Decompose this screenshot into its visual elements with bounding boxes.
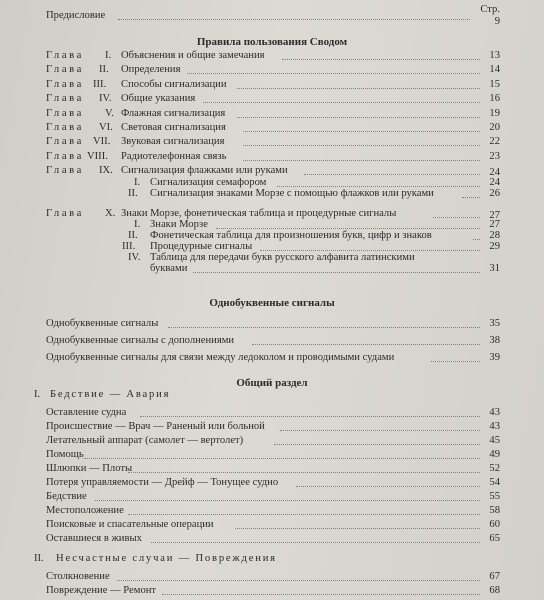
section-heading-one-letter: Однобуквенные сигналы bbox=[209, 297, 335, 309]
subsection-10-3-page: 29 bbox=[489, 241, 500, 252]
subsection-9-1-title: Сигнализация семафором bbox=[150, 176, 267, 188]
general-entry-1-5-page: 52 bbox=[489, 463, 500, 474]
chapter-number: VI. bbox=[99, 122, 113, 133]
subsection-number: I. bbox=[134, 176, 141, 188]
chapter-number: I. bbox=[105, 50, 112, 61]
general-entry-1-9-title: Поисковые и спасательные операции bbox=[46, 519, 214, 530]
chapter-7-page: 22 bbox=[489, 136, 500, 148]
leader-dots bbox=[243, 136, 480, 146]
leader-dots bbox=[473, 230, 480, 240]
chapter-4-title: Общие указания bbox=[121, 93, 196, 105]
subsection-10-3-title: Процедурные сигналы bbox=[150, 241, 253, 252]
leader-dots bbox=[277, 177, 480, 187]
subsection-10-1-title: Знаки Морзе bbox=[150, 219, 208, 230]
leader-dots bbox=[304, 165, 480, 175]
preface-page: 9 bbox=[494, 16, 500, 27]
chapter-number: VIII. bbox=[87, 150, 108, 162]
general-entry-1-1-page: 43 bbox=[489, 407, 500, 418]
leader-dots bbox=[296, 477, 480, 487]
chapter-10-page: 27 bbox=[489, 209, 500, 221]
preface-label: Предисловие bbox=[46, 10, 106, 21]
general-entry-2-2-title: Повреждение — Ремонт bbox=[46, 585, 157, 596]
general-entry-1-2-title: Происшествие — Врач — Раненый или больной bbox=[46, 421, 265, 432]
one-letter-entry-2-title: Однобуквенные сигналы с дополнениями bbox=[46, 335, 235, 346]
chapter-2-title: Определения bbox=[121, 64, 181, 76]
chapter-word: Глава bbox=[46, 207, 84, 219]
subsection-9-2-title: Сигнализация знаками Морзе с помощью флажков или руками bbox=[150, 187, 434, 199]
leader-dots bbox=[216, 219, 480, 229]
general-entry-2-2-page: 68 bbox=[489, 585, 500, 596]
one-letter-entry-1-page: 35 bbox=[489, 318, 500, 329]
leader-dots bbox=[235, 519, 480, 529]
general-entry-1-5-title: Шлюпки — Плоты bbox=[46, 463, 133, 474]
leader-dots bbox=[282, 50, 480, 60]
leader-dots bbox=[95, 491, 480, 501]
chapter-word: Глава bbox=[46, 136, 84, 148]
general-entry-1-8-title: Местоположение bbox=[46, 505, 124, 516]
chapter-number: IX. bbox=[99, 165, 113, 177]
chapter-word: Глава bbox=[46, 150, 84, 162]
subsection-9-2-page: 26 bbox=[489, 187, 500, 199]
leader-dots bbox=[462, 188, 480, 198]
general-entry-1-6-title: Потеря управляемости — Дрейф — Тонущее судно bbox=[46, 477, 279, 488]
chapter-number: X. bbox=[105, 207, 116, 219]
subsection-number: II. bbox=[128, 230, 138, 241]
chapter-word: Глава bbox=[46, 78, 84, 90]
chapter-1-title: Объяснения и общие замечания bbox=[121, 50, 265, 61]
one-letter-entry-3-page: 39 bbox=[489, 352, 500, 363]
section-heading-rules: Правила пользования Сводом bbox=[196, 36, 348, 48]
leader-dots bbox=[260, 241, 480, 251]
chapter-9-title: Сигнализация флажками или руками bbox=[121, 165, 288, 177]
chapter-word: Глава bbox=[46, 50, 84, 61]
general-entry-1-7-title: Бедствие bbox=[46, 491, 87, 502]
chapter-7-title: Звуковая сигнализация bbox=[121, 136, 225, 148]
one-letter-entry-2-page: 38 bbox=[489, 335, 500, 346]
subsection-number: I. bbox=[134, 219, 141, 230]
leader-dots bbox=[433, 208, 480, 218]
general-entry-1-10-page: 65 bbox=[489, 533, 500, 544]
subsection-9-1-page: 24 bbox=[489, 176, 500, 188]
chapter-5-page: 19 bbox=[489, 107, 500, 119]
leader-dots bbox=[128, 463, 480, 473]
general-entry-2-1-page: 67 bbox=[489, 571, 500, 582]
leader-dots bbox=[243, 122, 480, 132]
subsection-10-4-cont-title: буквами bbox=[150, 263, 188, 274]
general-entry-1-10-title: Оставшиеся в живых bbox=[46, 533, 142, 544]
chapter-number: III. bbox=[93, 78, 107, 90]
leader-dots bbox=[237, 79, 480, 89]
chapter-8-title: Радиотелефонная связь bbox=[121, 150, 227, 162]
group-number: II. bbox=[34, 553, 44, 564]
chapter-5-title: Флажная сигнализация bbox=[121, 107, 226, 119]
chapter-number: II. bbox=[99, 64, 109, 76]
general-entry-1-2-page: 43 bbox=[489, 421, 500, 432]
subsection-number: III. bbox=[122, 241, 136, 252]
leader-dots bbox=[118, 10, 470, 20]
subsection-10-2-title: Фонетическая таблица для произношения букв, цифр и знаков bbox=[150, 230, 432, 241]
one-letter-entry-1-title: Однобуквенные сигналы bbox=[46, 318, 159, 329]
chapter-number: VII. bbox=[93, 136, 111, 148]
leader-dots bbox=[168, 318, 480, 328]
subsection-number: IV. bbox=[128, 252, 141, 263]
subsection-10-4-title: Таблица для передачи букв русского алфавита латинскими bbox=[150, 252, 415, 263]
leader-dots bbox=[193, 263, 480, 273]
leader-dots bbox=[187, 64, 480, 74]
chapter-6-page: 20 bbox=[489, 122, 500, 133]
chapter-number: IV. bbox=[99, 93, 112, 105]
general-entry-1-8-page: 58 bbox=[489, 505, 500, 516]
chapter-9-page: 24 bbox=[489, 167, 500, 179]
chapter-3-page: 15 bbox=[489, 78, 500, 90]
chapter-6-title: Световая сигнализация bbox=[121, 122, 226, 133]
leader-dots bbox=[84, 449, 480, 459]
general-entry-1-6-page: 54 bbox=[489, 477, 500, 488]
leader-dots bbox=[128, 505, 480, 515]
general-entry-1-3-page: 45 bbox=[489, 435, 500, 446]
chapter-3-title: Способы сигнализации bbox=[121, 78, 227, 90]
general-entry-1-4-title: Помощь bbox=[46, 449, 84, 460]
leader-dots bbox=[431, 352, 480, 362]
leader-dots bbox=[140, 407, 480, 417]
subsection-number: II. bbox=[128, 187, 138, 199]
chapter-8-page: 23 bbox=[489, 150, 500, 162]
general-entry-2-1-title: Столкновение bbox=[46, 571, 110, 582]
page-column-label: Стр. bbox=[480, 4, 500, 15]
chapter-word: Глава bbox=[46, 122, 84, 133]
leader-dots bbox=[117, 571, 480, 581]
chapter-word: Глава bbox=[46, 64, 84, 76]
subsection-10-1-page: 27 bbox=[489, 219, 500, 230]
chapter-10-title: Знаки Морзе, фонетическая таблица и процедурные сигналы bbox=[121, 207, 397, 219]
general-entry-1-7-page: 55 bbox=[489, 491, 500, 502]
subsection-10-2-page: 28 bbox=[489, 230, 500, 241]
leader-dots bbox=[151, 533, 480, 543]
chapter-4-page: 16 bbox=[489, 93, 500, 105]
leader-dots bbox=[162, 585, 480, 595]
chapter-number: V. bbox=[105, 107, 114, 119]
leader-dots bbox=[280, 421, 480, 431]
leader-dots bbox=[237, 108, 480, 118]
group-title: Бедствие — Авария bbox=[50, 389, 171, 400]
general-entry-1-1-title: Оставление судна bbox=[46, 407, 127, 418]
leader-dots bbox=[252, 335, 480, 345]
leader-dots bbox=[274, 435, 480, 445]
leader-dots bbox=[203, 93, 480, 103]
group-title: Несчастные случаи — Повреждения bbox=[56, 553, 277, 564]
general-entry-1-4-page: 49 bbox=[489, 449, 500, 460]
leader-dots bbox=[243, 151, 480, 161]
general-entry-1-9-page: 60 bbox=[489, 519, 500, 530]
general-entry-1-3-title: Летательный аппарат (самолет — вертолет) bbox=[46, 435, 244, 446]
chapter-word: Глава bbox=[46, 93, 84, 105]
chapter-2-page: 14 bbox=[489, 64, 500, 76]
group-number: I. bbox=[34, 389, 41, 400]
subsection-10-4-cont-page: 31 bbox=[489, 263, 500, 274]
chapter-word: Глава bbox=[46, 165, 84, 177]
section-heading-general: Общий раздел bbox=[236, 377, 308, 389]
one-letter-entry-3-title: Однобуквенные сигналы для связи между ледоколом и проводимыми судами bbox=[46, 352, 395, 363]
chapter-1-page: 13 bbox=[489, 50, 500, 61]
chapter-word: Глава bbox=[46, 107, 84, 119]
